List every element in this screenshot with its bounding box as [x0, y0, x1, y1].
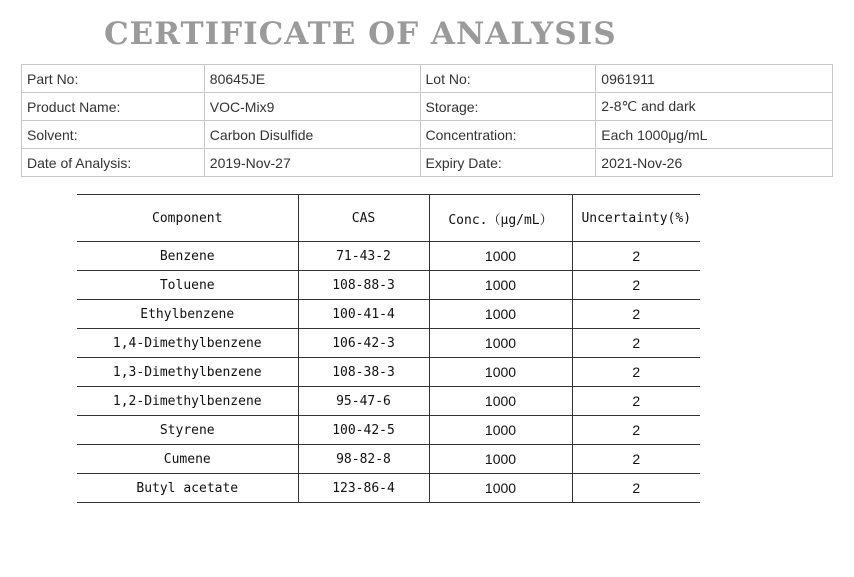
- cell-uncertainty: 2: [572, 329, 700, 358]
- cell-cas: 108-38-3: [298, 358, 429, 387]
- part-no-value: 80645JE: [204, 65, 420, 93]
- component-rows: [77, 242, 700, 503]
- table-row: [77, 300, 700, 329]
- info-row-date: [22, 149, 833, 177]
- cell-uncertainty: 2: [572, 445, 700, 474]
- cell-component: 1,2-Dimethylbenzene: [77, 387, 298, 416]
- cell-uncertainty: 2: [572, 387, 700, 416]
- component-header-row: [77, 195, 700, 242]
- info-row-product: [22, 93, 833, 121]
- cell-uncertainty: 2: [572, 300, 700, 329]
- document-title: CERTIFICATE OF ANALYSIS: [104, 16, 617, 52]
- cell-uncertainty: 2: [572, 242, 700, 271]
- cell-concentration: 1000: [429, 271, 572, 300]
- cell-concentration: 1000: [429, 300, 572, 329]
- table-row: [77, 416, 700, 445]
- cell-uncertainty: 2: [572, 358, 700, 387]
- cell-concentration: 1000: [429, 416, 572, 445]
- table-row: [77, 387, 700, 416]
- cell-concentration: 1000: [429, 242, 572, 271]
- cell-uncertainty: 2: [572, 474, 700, 503]
- product-name-label: Product Name:: [22, 93, 205, 121]
- cell-uncertainty: 2: [572, 271, 700, 300]
- cell-component: Toluene: [77, 271, 298, 300]
- table-row: [77, 242, 700, 271]
- part-no-label: Part No:: [22, 65, 205, 93]
- concentration-label: Concentration:: [420, 121, 596, 149]
- cell-cas: 106-42-3: [298, 329, 429, 358]
- cell-component: Benzene: [77, 242, 298, 271]
- table-row: [77, 445, 700, 474]
- cell-component: Cumene: [77, 445, 298, 474]
- table-row: [77, 271, 700, 300]
- cell-concentration: 1000: [429, 358, 572, 387]
- solvent-value: Carbon Disulfide: [204, 121, 420, 149]
- solvent-label: Solvent:: [22, 121, 205, 149]
- cell-cas: 95-47-6: [298, 387, 429, 416]
- table-row: [77, 474, 700, 503]
- cell-concentration: 1000: [429, 474, 572, 503]
- storage-value: 2-8℃ and dark: [596, 93, 833, 121]
- cell-component: Ethylbenzene: [77, 300, 298, 329]
- info-row-part: [22, 65, 833, 93]
- concentration-value: Each 1000μg/mL: [596, 121, 833, 149]
- cell-component: Butyl acetate: [77, 474, 298, 503]
- header-concentration: Conc.（μg/mL）: [429, 195, 572, 242]
- product-name-value: VOC-Mix9: [204, 93, 420, 121]
- expiry-date-value: 2021-Nov-26: [596, 149, 833, 177]
- table-row: [77, 358, 700, 387]
- cell-concentration: 1000: [429, 329, 572, 358]
- expiry-date-label: Expiry Date:: [420, 149, 596, 177]
- header-component: Component: [77, 195, 298, 242]
- component-table: [77, 194, 700, 503]
- info-table: [21, 64, 833, 177]
- date-of-analysis-value: 2019-Nov-27: [204, 149, 420, 177]
- cell-component: 1,4-Dimethylbenzene: [77, 329, 298, 358]
- cell-concentration: 1000: [429, 445, 572, 474]
- cell-cas: 108-88-3: [298, 271, 429, 300]
- date-of-analysis-label: Date of Analysis:: [22, 149, 205, 177]
- info-row-solvent: [22, 121, 833, 149]
- cell-cas: 100-42-5: [298, 416, 429, 445]
- cell-component: Styrene: [77, 416, 298, 445]
- storage-label: Storage:: [420, 93, 596, 121]
- cell-cas: 71-43-2: [298, 242, 429, 271]
- cell-concentration: 1000: [429, 387, 572, 416]
- cell-uncertainty: 2: [572, 416, 700, 445]
- cell-component: 1,3-Dimethylbenzene: [77, 358, 298, 387]
- cell-cas: 98-82-8: [298, 445, 429, 474]
- table-row: [77, 329, 700, 358]
- header-uncertainty: Uncertainty(%): [572, 195, 700, 242]
- lot-no-label: Lot No:: [420, 65, 596, 93]
- lot-no-value: 0961911: [596, 65, 833, 93]
- cell-cas: 100-41-4: [298, 300, 429, 329]
- header-cas: CAS: [298, 195, 429, 242]
- cell-cas: 123-86-4: [298, 474, 429, 503]
